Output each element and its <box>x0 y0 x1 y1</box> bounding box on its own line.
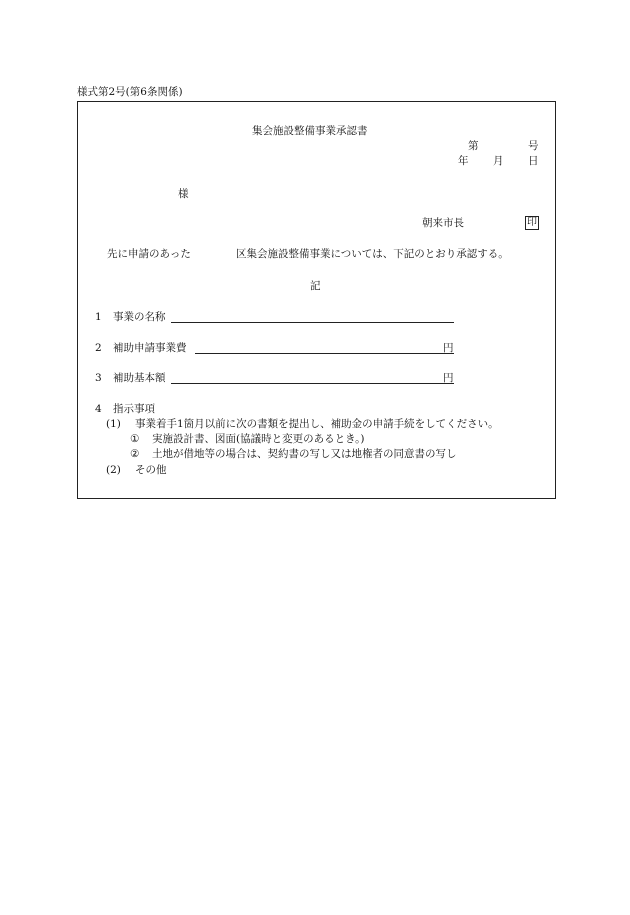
date-year: 年 <box>458 155 469 167</box>
item-2-number: 2 <box>95 342 102 354</box>
ki-heading: 記 <box>310 280 321 292</box>
number-prefix: 第 <box>468 140 479 152</box>
item-1-blank-line <box>171 322 454 323</box>
date-day: 日 <box>528 155 539 167</box>
date-month: 月 <box>493 155 504 167</box>
item-1-number: 1 <box>95 311 102 323</box>
item-1-label: 事業の名称 <box>113 311 166 323</box>
instruction-1-circled-1-number: ① <box>130 433 140 445</box>
item-4-number: 4 <box>95 403 102 415</box>
number-suffix: 号 <box>528 140 539 152</box>
form-number-label: 様式第2号(第6条関係) <box>77 86 183 98</box>
item-3-number: 3 <box>95 372 102 384</box>
instruction-1-text: 事業着手1箇月以前に次の書類を提出し、補助金の申請手続をしてください。 <box>135 418 499 430</box>
item-3-blank-line <box>171 383 454 384</box>
seal-stamp: 印 <box>527 217 537 228</box>
body-sentence-part2: 区集会施設整備事業については、下記のとおり承認する。 <box>236 248 509 260</box>
item-4-label: 指示事項 <box>113 403 155 415</box>
instruction-1-number: (1) <box>106 418 121 430</box>
instruction-1-circled-1-text: 実施設計書、図面(協議時と変更のあるとき。) <box>152 433 365 445</box>
instruction-1-circled-2-number: ② <box>130 448 140 460</box>
instruction-2-text: その他 <box>135 464 167 476</box>
instruction-2-number: (2) <box>106 464 121 476</box>
issuer-name: 朝来市長 <box>422 217 464 229</box>
item-2-label: 補助申請事業費 <box>113 342 187 354</box>
body-sentence-part1: 先に申請のあった <box>107 248 191 260</box>
instruction-1-circled-2-text: 土地が借地等の場合は、契約書の写し又は地権者の同意書の写し <box>152 448 457 460</box>
item-3-unit: 円 <box>443 372 454 384</box>
item-2-unit: 円 <box>443 342 454 354</box>
item-3-label: 補助基本額 <box>113 372 166 384</box>
document-title: 集会施設整備事業承認書 <box>252 125 368 137</box>
item-2-blank-line <box>195 353 454 354</box>
addressee-honorific: 様 <box>178 188 189 200</box>
